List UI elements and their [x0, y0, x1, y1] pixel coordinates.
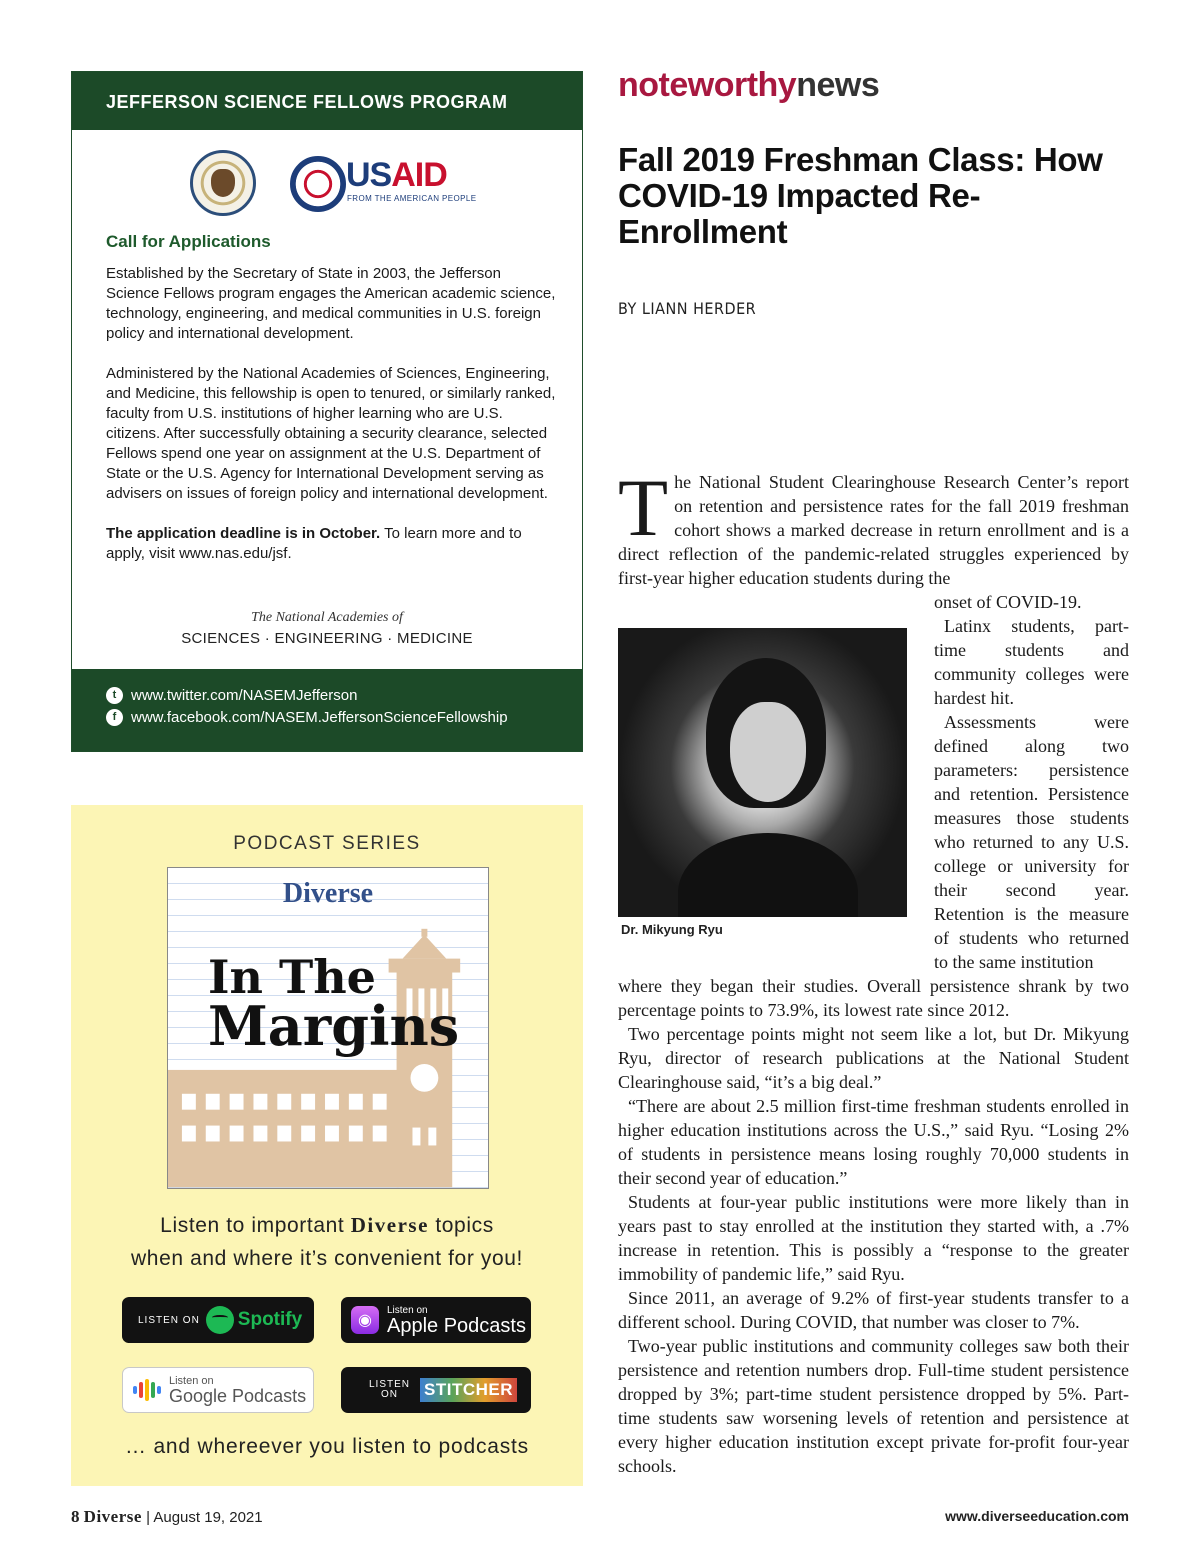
- page-number: 8: [71, 1507, 80, 1526]
- portrait-photo: [618, 628, 907, 917]
- spotify-icon: [206, 1306, 234, 1334]
- article-paragraph: Students at four-year public institutions were more likely than in years past to stay enrolled at the institution they started with, a .7% increase in retention. This is possibly a “response to the greater immobility of pandemic life,” said Ryu.: [618, 1192, 1129, 1284]
- google-podcasts-icon: [133, 1379, 161, 1401]
- ad-social-links: [72, 669, 582, 751]
- usaid-tagline: FROM THE AMERICAN PEOPLE: [347, 194, 477, 203]
- article-paragraph: Latinx students, part-time students and community colleges were hardest hit.: [934, 616, 1129, 708]
- ad-paragraph: Administered by the National Academies of Sciences, Engineering, and Medicine, this fellowship is open to tenured, or similarly ranked, faculty from U.S. institutions of higher learning who are U.S. citizens. After successfully obtaining a security clearance, selected Fellows spend one year on assignment at the U.S. Department of State or the U.S. Agency for International Development serving as advisers on issues of foreign policy and international development.: [106, 365, 556, 502]
- cover-brand: Diverse: [282, 878, 374, 909]
- sponsor-logos: [72, 150, 582, 220]
- listen-on-google-podcasts-button[interactable]: Listen on Google Podcasts: [122, 1367, 314, 1413]
- usaid-seal-icon: [290, 156, 346, 212]
- article-headline: Fall 2019 Freshman Class: How COVID-19 Impacted Re-Enrollment: [618, 141, 1103, 250]
- ad-header: JEFFERSON SCIENCE FELLOWS PROGRAM: [72, 72, 582, 130]
- listen-on-apple-podcasts-button[interactable]: ◉ Listen on Apple Podcasts: [341, 1297, 531, 1343]
- twitter-link[interactable]: t www.twitter.com/NASEMJefferson: [106, 684, 582, 706]
- listen-on-stitcher-button[interactable]: LISTEN ON STITCHER: [341, 1367, 531, 1413]
- article-paragraph: Two percentage points might not seem like a lot, but Dr. Mikyung Ryu, director of research publications at the National Student Clearinghouse said, “it’s a big deal.”: [618, 1024, 1129, 1092]
- drop-cap: T: [618, 462, 669, 553]
- ad-subhead: Call for Applications: [106, 232, 271, 251]
- jefferson-fellows-ad: [71, 71, 583, 752]
- podcast-series-label: PODCAST SERIES: [233, 833, 421, 854]
- ad-deadline: The application deadline is in October. To learn more and to apply, visit www.nas.edu/jsf.: [106, 525, 522, 562]
- usaid-logo: USAID: [346, 156, 447, 194]
- ad-paragraph: Established by the Secretary of State in 2003, the Jefferson Science Fellows program engages the American academic science, technology, engineering, and medical communities in U.S. foreign policy and international development.: [106, 265, 556, 342]
- twitter-icon: t: [106, 687, 123, 704]
- article-main-column: [618, 974, 1129, 1478]
- nas-logo: The National Academies of SCIENCES · ENGINEERING · MEDICINE: [181, 610, 473, 647]
- facebook-link[interactable]: f www.facebook.com/NASEM.JeffersonScienceFellowship: [106, 706, 582, 728]
- page-footer-left: 8 Diverse | August 19, 2021: [71, 1507, 263, 1526]
- podcast-tagline: Listen to important Diverse topics when and where it’s convenient for you!: [131, 1213, 523, 1270]
- photo-caption: Dr. Mikyung Ryu: [621, 922, 723, 937]
- article-side-column: [934, 614, 1129, 974]
- issue-date: August 19, 2021: [153, 1509, 263, 1526]
- cover-title-line1: In The: [208, 950, 376, 1004]
- article-paragraph: Since 2011, an average of 9.2% of first-year students transfer to a different school. During COVID, that number was closer to 7%.: [618, 1288, 1129, 1332]
- magazine-name: Diverse: [83, 1507, 142, 1526]
- article-paragraph: “There are about 2.5 million first-time freshman students enrolled in higher education institutions across the U.S.,” said Ryu. “Losing 2% of students in persistence means losing roughly 70,000 students in their second year of education.”: [618, 1096, 1129, 1188]
- article-lead-paragraph: The National Student Clearinghouse Research Center’s report on retention and persistence rates for the fall 2019 freshman cohort shows a marked decrease in return enrollment and is a direct reflection of the pandemic-related struggles experienced by first-year higher education students during the: [618, 462, 1129, 588]
- website-url[interactable]: www.diverseeducation.com: [945, 1508, 1129, 1524]
- ad-body: [106, 232, 556, 584]
- state-department-seal-icon: [190, 150, 256, 216]
- facebook-icon: f: [106, 709, 123, 726]
- podcast-ad: [71, 805, 583, 1486]
- apple-podcasts-icon: ◉: [351, 1306, 379, 1334]
- article-paragraph: Assessments were defined along two parameters: persistence and retention. Persistence measures those students who returned to any U.S. college or university for their second year. Retention is the measure of students who returned to the same institution: [934, 712, 1129, 972]
- podcast-cover-art: [167, 867, 489, 1189]
- cover-title-line2: Margins: [208, 994, 460, 1058]
- listen-on-spotify-button[interactable]: LISTEN ON Spotify: [122, 1297, 314, 1343]
- article-lead-tail: onset of COVID-19.: [934, 592, 1082, 612]
- article-byline: BY LIANN HERDER: [618, 299, 757, 318]
- article-paragraph: Two-year public institutions and community colleges saw both their persistence and retention numbers drop. Full-time student persistence dropped by 3%; part-time student persistence dropped by 5%. Part-time students saw worsening levels of retention and persistence at every higher education institution except private for-profit four-year schools.: [618, 1336, 1129, 1476]
- stitcher-logo: STITCHER: [420, 1378, 517, 1402]
- section-label: noteworthynews: [618, 66, 880, 104]
- article-paragraph: where they began their studies. Overall persistence shrank by two percentage points to 73.9%, its lowest rate since 2012.: [618, 976, 1129, 1020]
- podcast-closing-line: … and whereever you listen to podcasts: [125, 1435, 529, 1458]
